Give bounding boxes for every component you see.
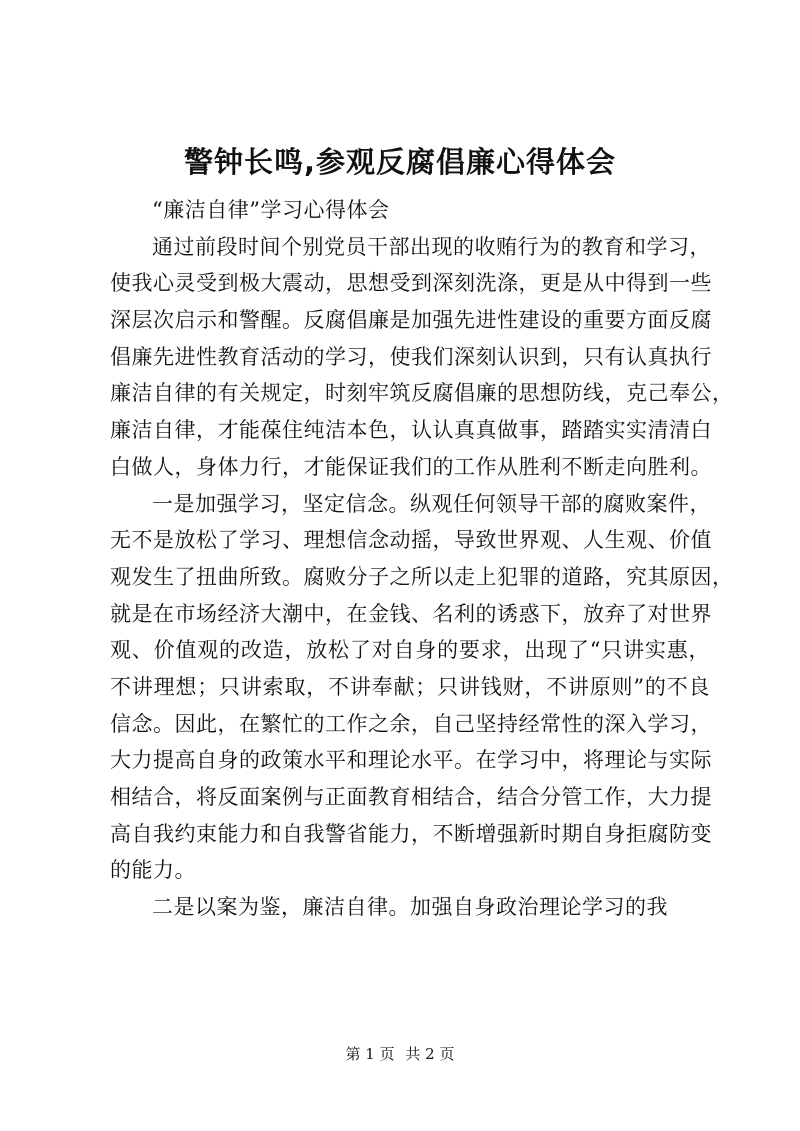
- paragraph-line: 一是加强学习，坚定信念。纵观任何领导干部的腐败案件，: [152, 491, 711, 516]
- paragraph-line: 就是在市场经济大潮中，在金钱、名利的诱惑下，放弃了对世界: [110, 601, 712, 626]
- paragraph-line: 观、价值观的改造，放松了对自身的要求，出现了“只讲实惠，: [110, 638, 710, 663]
- paragraph-line: 倡廉先进性教育活动的学习，使我们深刻认识到，只有认真执行: [110, 344, 712, 369]
- paragraph-line: 无不是放松了学习、理想信念动摇，导致世界观、人生观、价值: [110, 528, 712, 553]
- paragraph-line: 廉洁自律，才能葆住纯洁本色，认认真真做事，踏踏实实清清白: [110, 418, 712, 443]
- paragraph-line: 通过前段时间个别党员干部出现的收贿行为的教育和学习，: [152, 234, 711, 259]
- paragraph-line: 的能力。: [110, 858, 196, 883]
- subtitle-line: “廉洁自律”学习心得体会: [152, 198, 390, 222]
- paragraph-line: 高自我约束能力和自我警省能力，不断增强新时期自身拒腐防变: [110, 821, 712, 846]
- paragraph-line: 不讲理想；只讲索取，不讲奉献；只讲钱财，不讲原则”的不良: [110, 674, 710, 699]
- paragraph-line: 二是以案为鉴，廉洁自律。加强自身政治理论学习的我: [152, 895, 668, 920]
- page-total: 共 2 页: [405, 1045, 455, 1063]
- paragraph-line: 观发生了扭曲所致。腐败分子之所以走上犯罪的道路，究其原因，: [110, 564, 734, 589]
- paragraph-line: 使我心灵受到极大震动，思想受到深刻洗涤，更是从中得到一些: [110, 271, 712, 296]
- page-number: 第 1 页: [345, 1045, 395, 1063]
- document-title: 警钟长鸣,参观反腐倡廉心得体会: [183, 145, 617, 179]
- paragraph-line: 大力提高自身的政策水平和理论水平。在学习中，将理论与实际: [110, 748, 712, 773]
- paragraph-line: 廉洁自律的有关规定，时刻牢筑反腐倡廉的思想防线，克己奉公，: [110, 381, 734, 406]
- paragraph-line: 白做人，身体力行，才能保证我们的工作从胜利不断走向胜利。: [110, 454, 712, 479]
- paragraph-line: 相结合，将反面案例与正面教育相结合，结合分管工作，大力提: [110, 785, 712, 809]
- document-body: [110, 192, 734, 926]
- paragraph-line: 深层次启示和警醒。反腐倡廉是加强先进性建设的重要方面反腐: [110, 308, 712, 333]
- paragraph-line: 信念。因此，在繁忙的工作之余，自己坚持经常性的深入学习，: [110, 711, 712, 736]
- page-footer: [0, 1043, 800, 1064]
